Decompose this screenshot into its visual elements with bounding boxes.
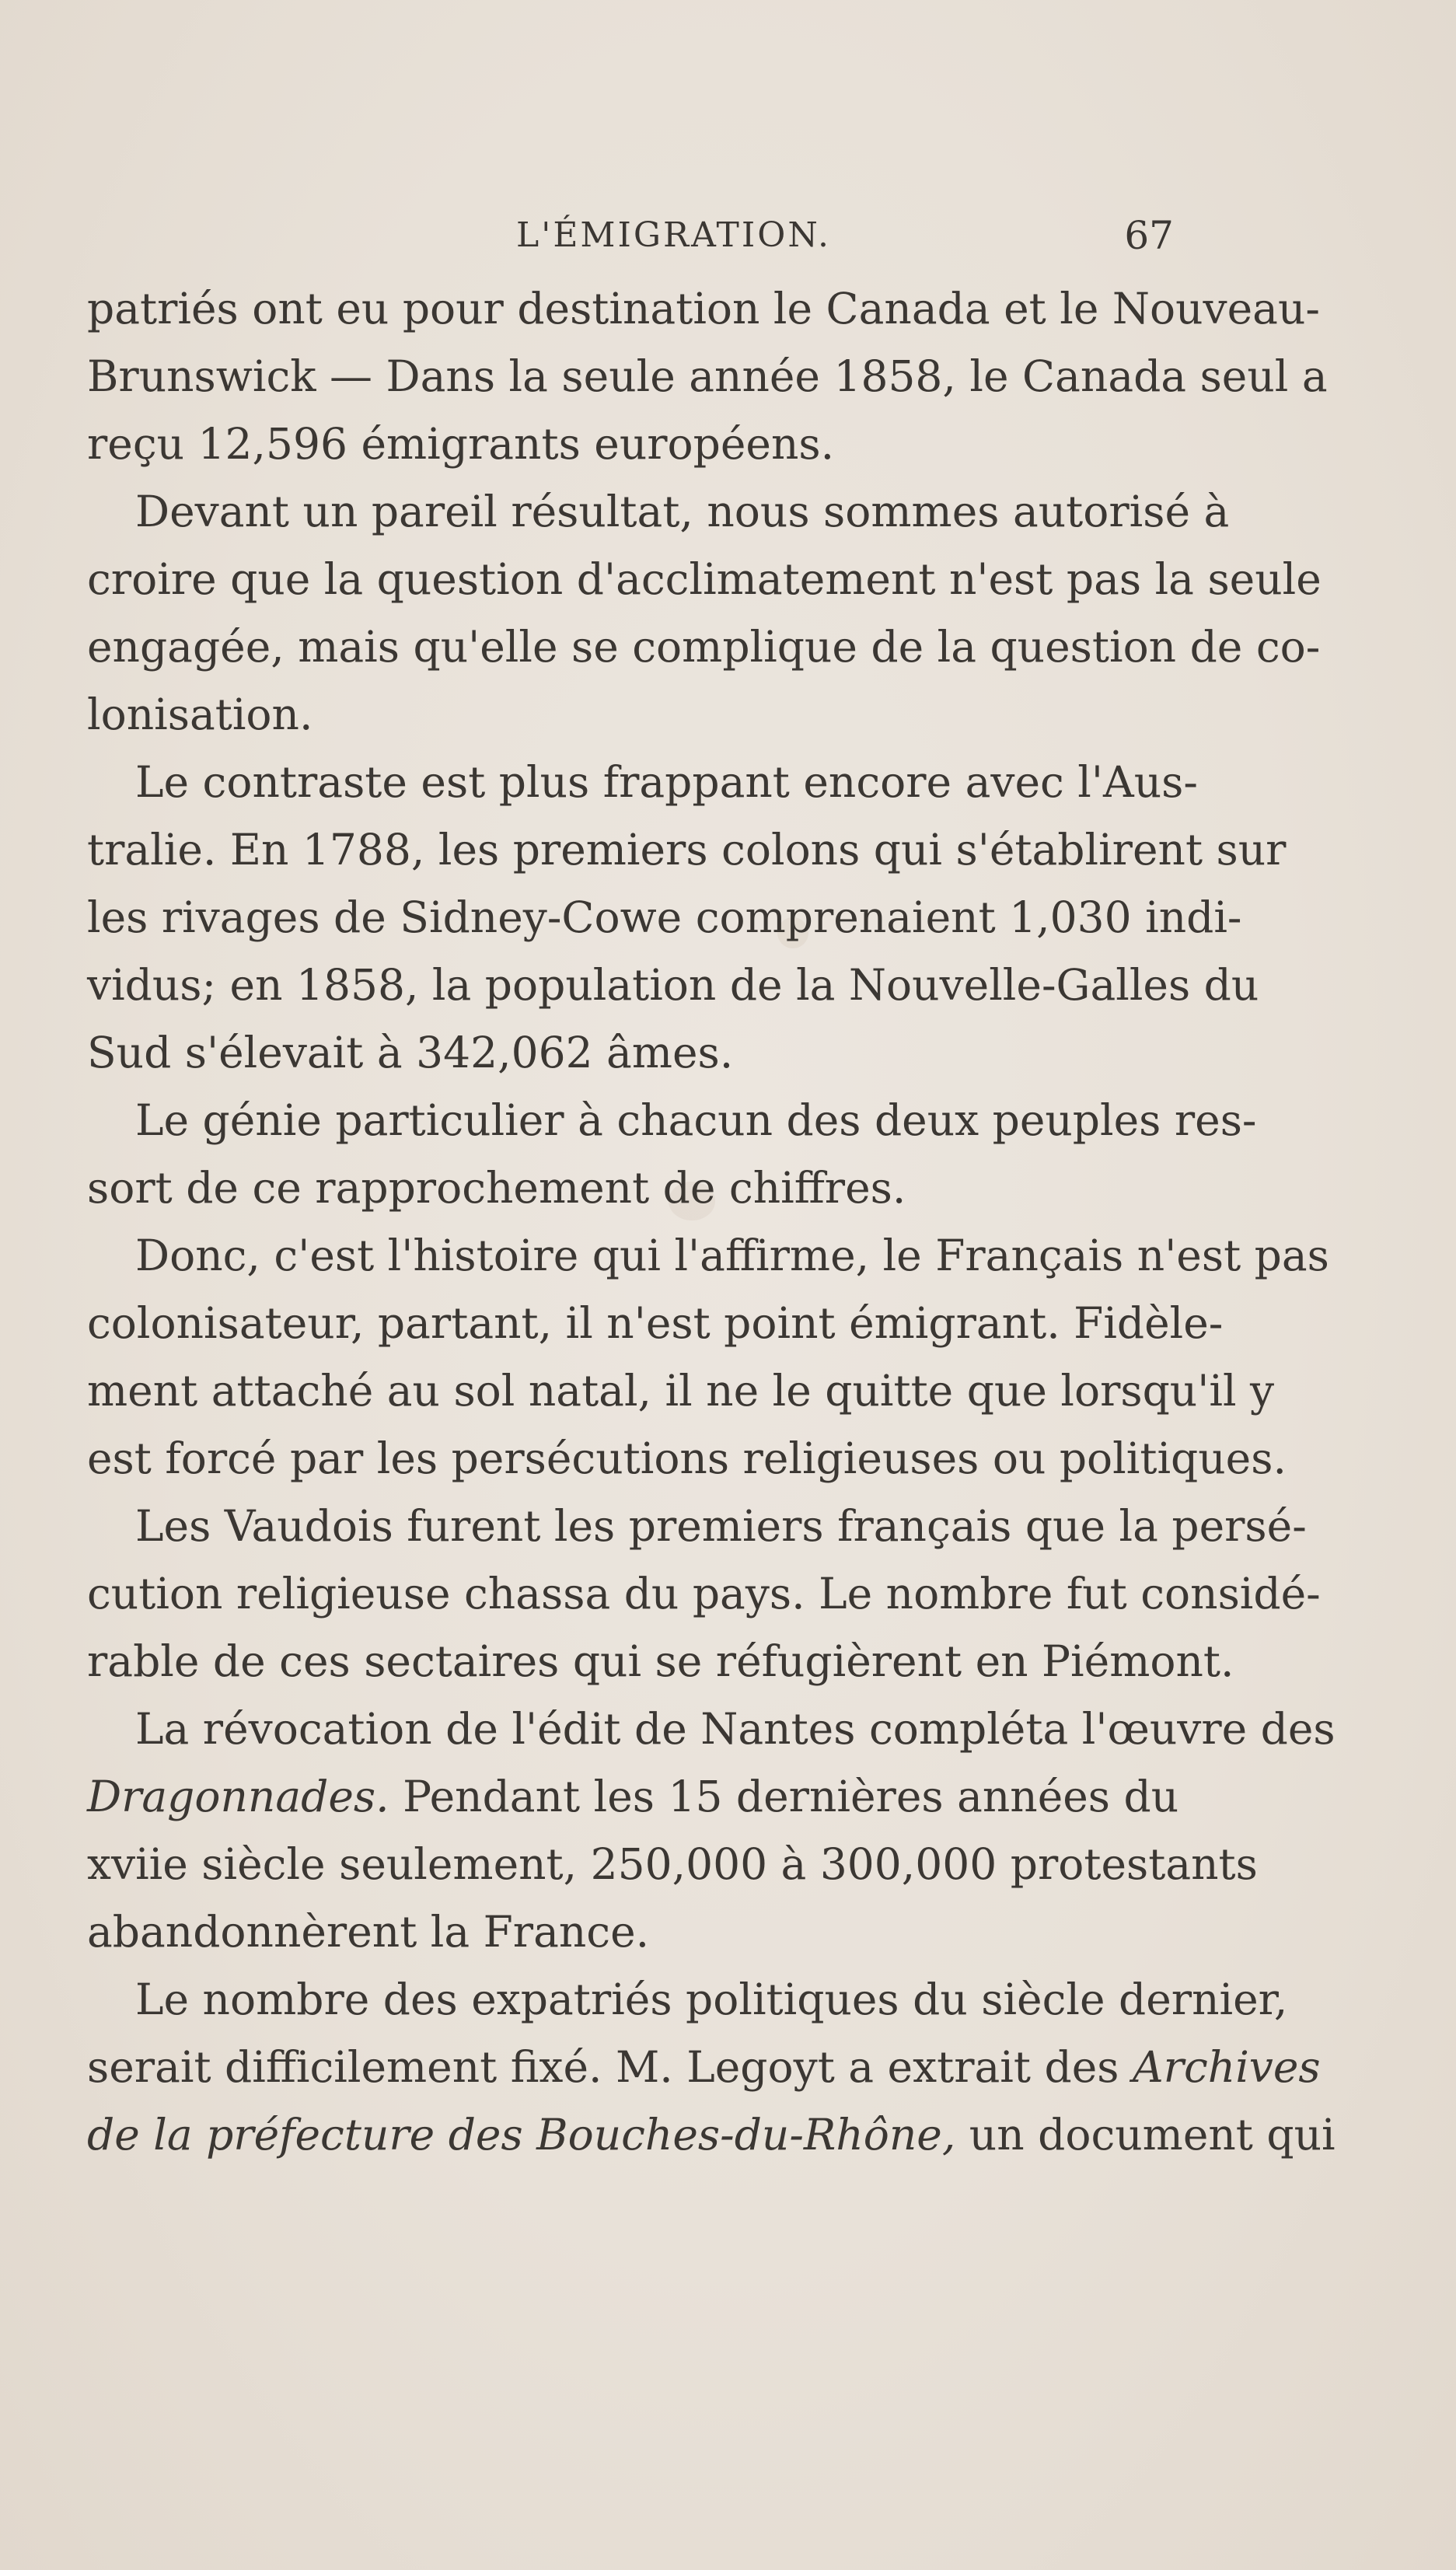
- text-line: engagée, mais qu'elle se complique de la question de co-: [87, 622, 1321, 672]
- text-line: vidus; en 1858, la population de la Nouvelle-Galles du: [87, 960, 1259, 1010]
- text-line: abandonnèrent la France.: [87, 1907, 650, 1957]
- text-line: cution religieuse chassa du pays. Le nombre fut considé-: [87, 1569, 1321, 1618]
- text-line: Les Vaudois furent les premiers français que la persé-: [135, 1501, 1307, 1551]
- text-line: rable de ces sectaires qui se réfugièrent en Piémont.: [87, 1636, 1234, 1686]
- text-line: reçu 12,596 émigrants européens.: [87, 419, 835, 469]
- text-line: lonisation.: [87, 690, 313, 739]
- text-line: patriés ont eu pour destination le Canada et le Nouveau-: [87, 284, 1320, 333]
- text-line: Brunswick — Dans la seule année 1858, le Canada seul a: [87, 351, 1328, 401]
- text-line: sort de ce rapprochement de chiffres.: [87, 1163, 906, 1213]
- text-line: La révocation de l'édit de Nantes compléta l'œuvre des: [135, 1704, 1336, 1754]
- italic-text: de la préfecture des Bouches-du-Rhône,: [87, 2110, 956, 2160]
- text-line: Le contraste est plus frappant encore avec l'Aus-: [135, 757, 1198, 807]
- text-segment: un document qui: [955, 2110, 1336, 2160]
- text-line: ment attaché au sol natal, il ne le quitte que lorsqu'il y: [87, 1366, 1275, 1416]
- text-line: Devant un pareil résultat, nous sommes autorisé à: [135, 487, 1230, 536]
- text-line: Le génie particulier à chacun des deux peuples res-: [135, 1095, 1257, 1145]
- text-segment: serait difficilement fixé. M. Legoyt a extrait des: [87, 2042, 1133, 2092]
- running-head: L'ÉMIGRATION.: [516, 215, 831, 255]
- text-line: [87, 1763, 1179, 1831]
- text-line: Le nombre des expatriés politiques du siècle dernier,: [135, 1975, 1288, 2024]
- text-line: [87, 2101, 1336, 2169]
- page-header: [87, 208, 1174, 263]
- text-line: les rivages de Sidney-Cowe comprenaient 1,030 indi-: [87, 892, 1242, 942]
- body-text: [87, 275, 1336, 2169]
- text-line: Sud s'élevait à 342,062 âmes.: [87, 1028, 734, 1077]
- page-number: 67: [1124, 213, 1174, 258]
- text-line: colonisateur, partant, il n'est point émigrant. Fidèle-: [87, 1298, 1224, 1348]
- text-segment: Pendant les 15 dernières années du: [389, 1772, 1179, 1821]
- text-line: croire que la question d'acclimatement n'est pas la seule: [87, 554, 1322, 604]
- text-line: [87, 2034, 1321, 2101]
- text-line: xviie siècle seulement, 250,000 à 300,000 protestants: [87, 1839, 1258, 1889]
- text-line: tralie. En 1788, les premiers colons qui s'établirent sur: [87, 825, 1287, 875]
- text-line: Donc, c'est l'histoire qui l'affirme, le Français n'est pas: [135, 1231, 1329, 1280]
- text-line: est forcé par les persécutions religieuses ou politiques.: [87, 1433, 1287, 1483]
- italic-text: Dragonnades.: [87, 1772, 389, 1821]
- italic-text: Archives: [1132, 2042, 1321, 2092]
